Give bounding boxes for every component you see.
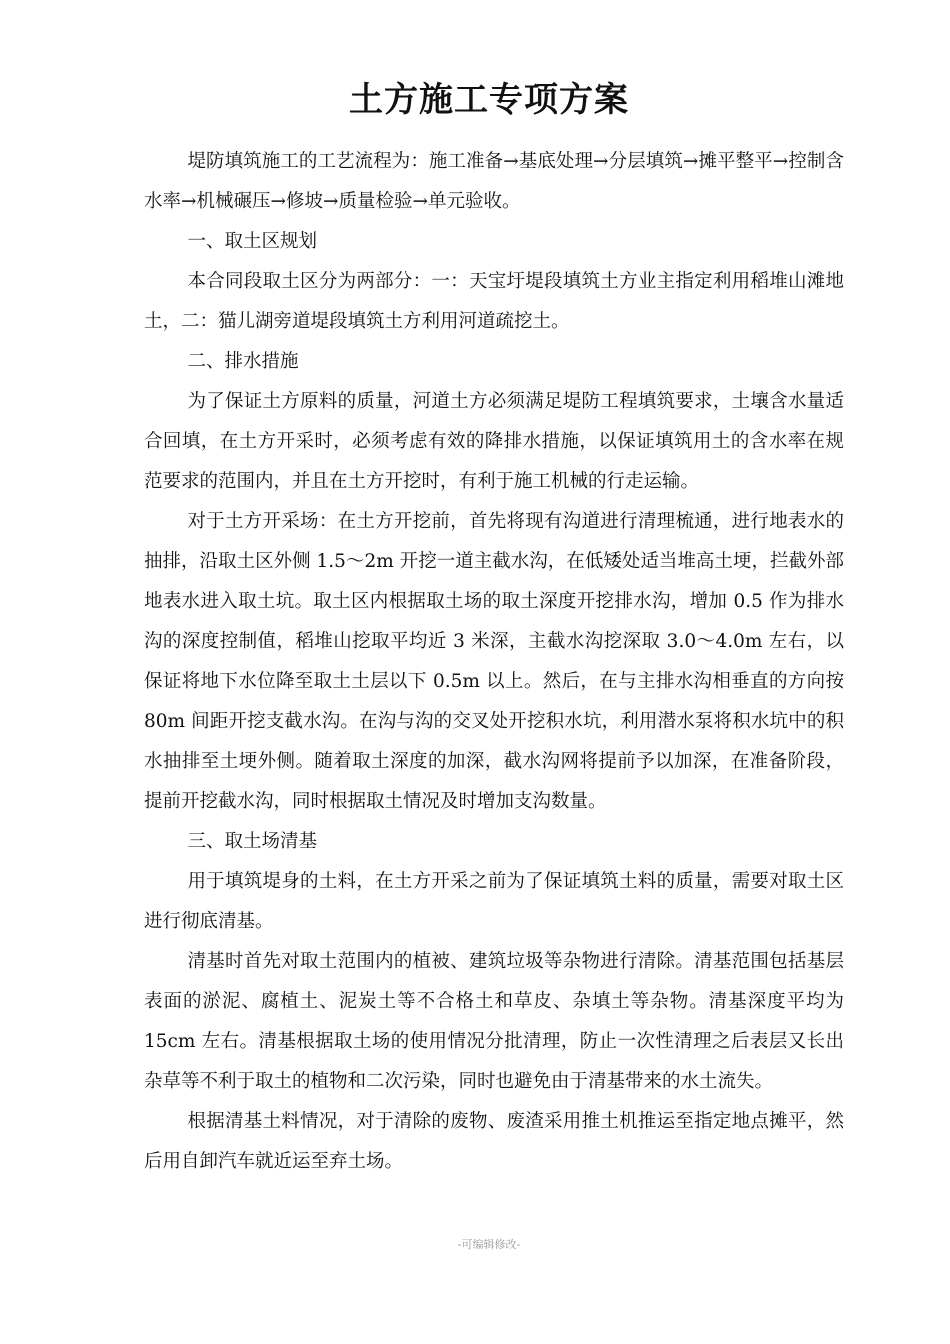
paragraph-drainage-intro: 为了保证土方原料的质量，河道土方必须满足堤防工程填筑要求，土壤含水量适合回填，在土方开采时，必须考虑有效的降排水措施，以保证填筑用土的含水率在规范要求的范围内，并且在土方开挖时，有利于施工机械的行走运输。 (144, 391, 844, 492)
page-footer: -可编辑修改- (457, 1238, 521, 1251)
section-heading-borrow-area: 一、取土区规划 (187, 231, 317, 252)
paragraph-clearing-disposal: 根据清基土料情况，对于清除的废物、废渣采用推土机推运至指定地点摊平，然后用自卸汽车就近运至弃土场。 (144, 1111, 844, 1172)
document-body (144, 142, 844, 1182)
paragraph-borrow-area: 本合同段取土区分为两部分：一：天宝圩堤段填筑土方业主指定利用稻堆山滩地土，二：猫儿湖旁道堤段填筑土方利用河道疏挖土。 (144, 271, 844, 332)
page-title: 土方施工专项方案 (349, 80, 629, 120)
section-heading-clearing: 三、取土场清基 (187, 831, 317, 852)
paragraph-clearing-intro: 用于填筑堤身的土料，在土方开采之前为了保证填筑土料的质量，需要对取土区进行彻底清基。 (144, 871, 844, 932)
paragraph-clearing-scope: 清基时首先对取土范围内的植被、建筑垃圾等杂物进行清除。清基范围包括基层表面的淤泥、腐植土、泥炭土等不合格土和草皮、杂填土等杂物。清基深度平均为 15cm 左右。清基根据取土场的使用情况分批清理，防止一次性清理之后表层又长出杂草等不利于取土的植物和二次污染，同时也避免由于清基带来的水土流失。 (144, 951, 844, 1092)
paragraph-drainage-details: 对于土方开采场：在土方开挖前，首先将现有沟道进行清理梳通，进行地表水的抽排，沿取土区外侧 1.5～2m 开挖一道主截水沟，在低矮处适当堆高土埂，拦截外部地表水进入取土坑。取土区内根据取土场的取土深度开挖排水沟，增加 0.5 作为排水沟的深度控制值，稻堆山挖取平均近 3 米深，主截水沟挖深取 3.0～4.0m 左右，以保证将地下水位降至取土土层以下 0.5m 以上。然后，在与主排水沟相垂直的方向按 80m 间距开挖支截水沟。在沟与沟的交叉处开挖积水坑，利用潜水泵将积水坑中的积水抽排至土埂外侧。随着取土深度的加深，截水沟网将提前予以加深，在准备阶段，提前开挖截水沟，同时根据取土情况及时增加支沟数量。 (144, 511, 844, 812)
paragraph-process-flow: 堤防填筑施工的工艺流程为：施工准备→基底处理→分层填筑→摊平整平→控制含水率→机械碾压→修坡→质量检验→单元验收。 (144, 151, 844, 212)
section-heading-drainage: 二、排水措施 (187, 351, 299, 372)
